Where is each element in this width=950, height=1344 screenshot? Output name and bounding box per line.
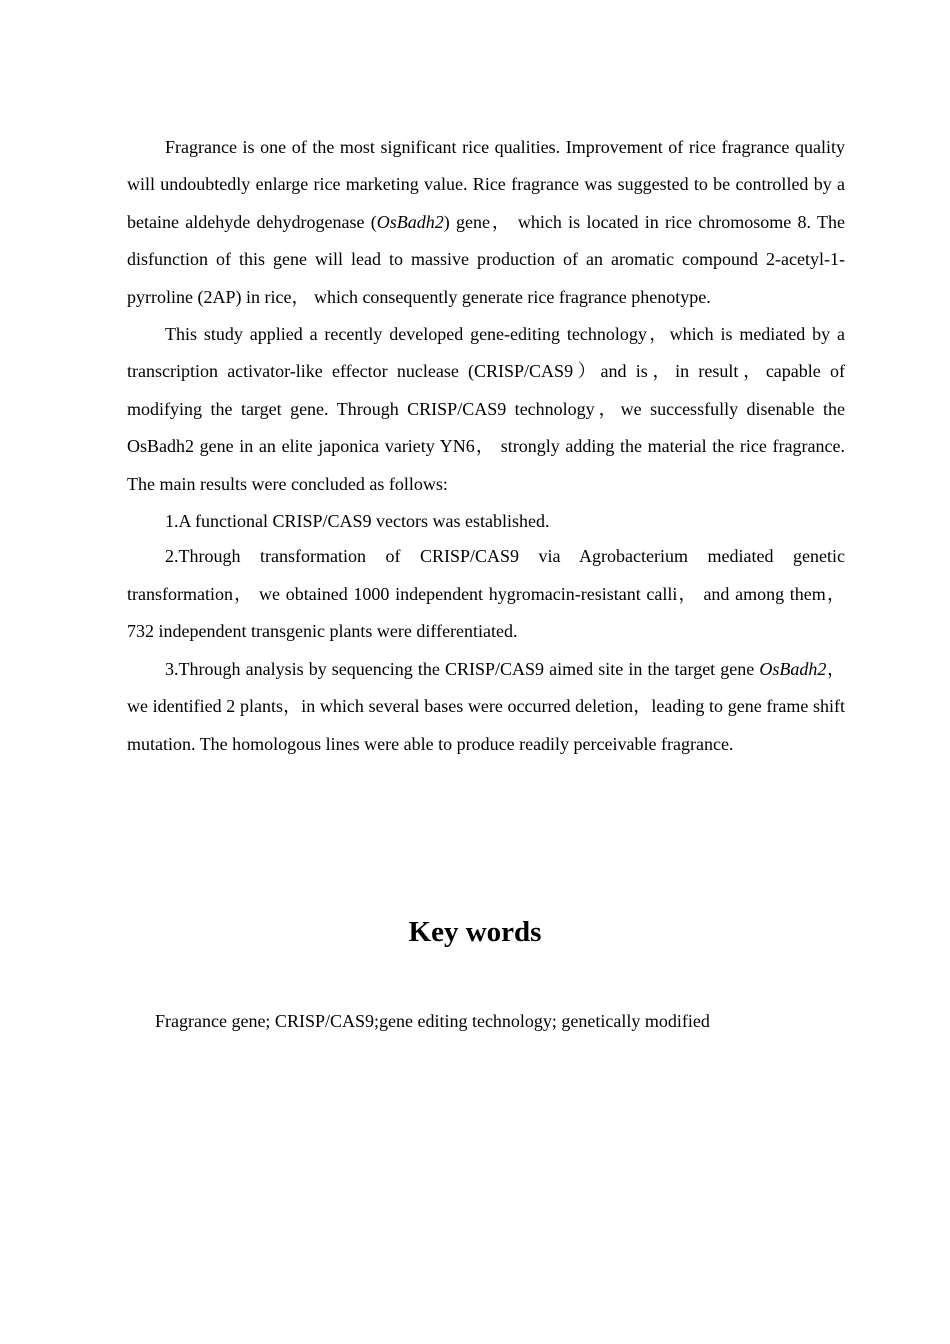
abstract-paragraph-2: This study applied a recently developed gene-editing technology，which is mediated by a transcription activator-like effector nuclease (CRISP/CAS9）and is，in result，capable of modifying the target gene. Through CRISP/CAS9 technology，we successfully disenable the OsBadh2 gene in an elite japonica variety YN6， strongly adding the material the rice fragrance. The main results were concluded as follows: xyxy=(127,324,845,494)
paragraph-1-text-start: Fragrance is one of the most significant rice qualities. Improvement of rice fragrance quality will undoubtedly enlarge rice marketing value. Rice fragrance was suggested to be controlled by a betaine aldehyde dehydrogenase ( xyxy=(127,137,845,232)
result-item-1: 1.A functional CRISP/CAS9 vectors was established. xyxy=(165,511,550,532)
keywords-list: Fragrance gene; CRISP/CAS9;gene editing technology; genetically modified xyxy=(155,1011,710,1031)
gene-name-osbadh2: OsBadh2 xyxy=(759,658,827,679)
gene-name-osbadh2: OsBadh2 xyxy=(376,211,444,232)
result-item-2: 2.Through transformation of CRISP/CAS9 via Agrobacterium mediated genetic transformation， we obtained 1000 independent hygromacin-resistant calli， and among them，732 independent transgenic plants were differentiated. xyxy=(127,546,845,642)
result-item-3-text-end: ，we identified 2 plants，in which several bases were occurred deletion，leading to gene frame shift mutation. The homologous lines were able to produce readily perceivable fragrance. xyxy=(127,658,845,754)
abstract-paragraph-1 xyxy=(127,129,845,316)
result-item-3-text-start: 3.Through analysis by sequencing the CRISP/CAS9 aimed site in the target gene xyxy=(165,658,760,679)
result-item-3 xyxy=(127,651,845,763)
keywords-heading: Key words xyxy=(408,916,542,948)
paragraph-1-text-end: ) gene， which is located in rice chromosome 8. The disfunction of this gene will lead to massive production of an aromatic compound 2-acetyl-1-pyrroline (2AP) in rice， which consequently generate rice fragrance phenotype. xyxy=(127,211,845,307)
abstract-body xyxy=(127,129,845,763)
